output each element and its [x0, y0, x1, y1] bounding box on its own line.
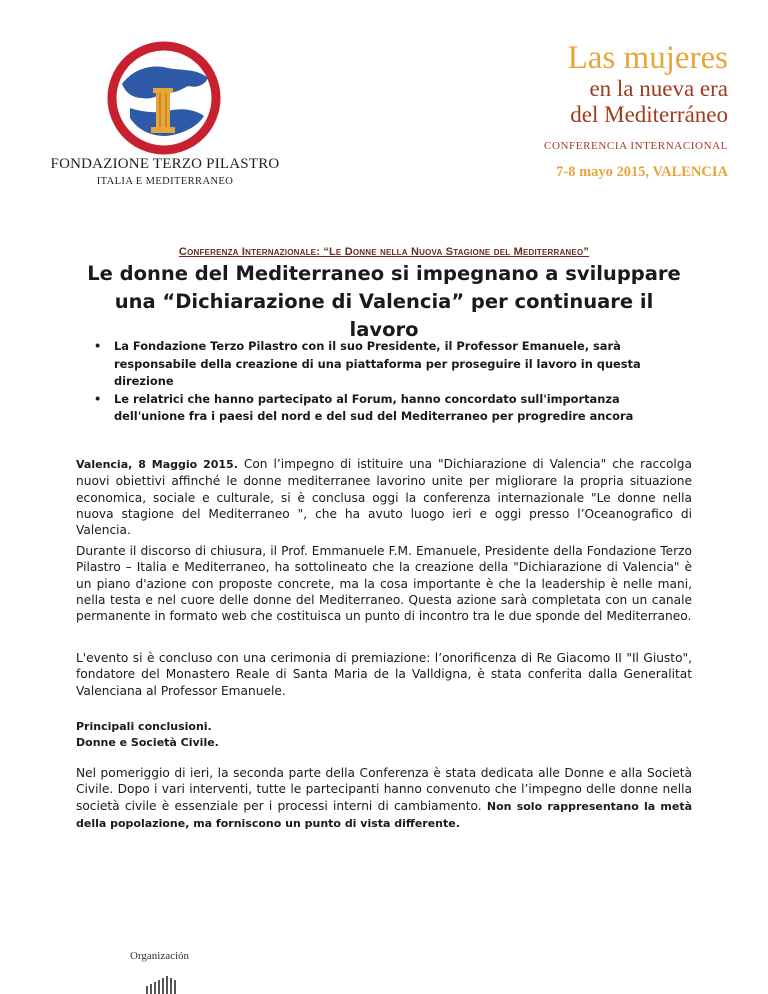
organizer-logo-icon: [146, 976, 186, 994]
event-title-line2: en la nueva era: [589, 76, 728, 101]
event-date: 7-8 mayo 2015, VALENCIA: [556, 164, 728, 180]
paragraph-emphasis: Non solo rappresentano la metà della popolazione, ma forniscono un punto di vista differente.: [76, 799, 692, 830]
list-item: [94, 338, 694, 391]
foundation-subtitle: ITALIA E MEDITERRANEO: [96, 176, 234, 187]
list-item-text: Le relatrici che hanno partecipato al Forum, hanno concordato sull'importanza dell'unione fra i paesi del nord e del sud del Mediterraneo per progredire ancora: [114, 391, 634, 423]
dateline: Valencia, 8 Maggio 2015.: [76, 458, 238, 471]
paragraph-intro: [76, 456, 692, 538]
paragraph-text: Con l’impegno di istituire una "Dichiarazione di Valencia" che raccolga nuovi obiettivi affinché le donne mediterranee lavorino unite per migliorare la propria situazione economica, sociale e culturale, si è conclusa oggi la conferenza internazionale "Le donne nella nuova stagione del Mediterraneo ", che ha avuto luogo ieri e oggi presso l’Oceanografico di Valencia.: [76, 457, 692, 538]
section-heading-line2: Donne e Società Civile.: [76, 736, 219, 749]
paragraph-text: Nel pomeriggio di ieri, la seconda parte della Conferenza è stata dedicata alle Donne e alla Società Civile. Dopo i vari interventi, tutte le partecipanti hanno convenuto che l’impegno delle donne nella società civile è essenziale per i processi interni di cambiamento.: [76, 766, 692, 813]
section-heading: [76, 719, 692, 751]
headline: Le donne del Mediterraneo si impegnano a sviluppare una “Dichiarazione di Valencia” per continuare il lavoro: [87, 262, 681, 341]
bullet-icon: •: [94, 339, 102, 353]
event-title-line3: del Mediterráneo: [570, 102, 728, 127]
mediterranean-emblem-icon: [100, 38, 228, 156]
paragraph-closing-speech: Durante il discorso di chiusura, il Prof. Emmanuele F.M. Emanuele, Presidente della Fondazione Terzo Pilastro – Italia e Mediterraneo, ha sottolineato che la creazione della "Dichiarazione di Valencia" è un piano d'azione con proposte concrete, ma la cosa importante è che la leadership è nelle mani, nella testa e nel cuore delle donne del Mediterraneo. Questa azione sarà completata con un canale permanente in formato web che costituisca un punto di incontro tra le due sponde del Mediterraneo.: [76, 544, 692, 624]
document-subject: Conferenza Internazionale: “Le Donne nella Nuova Stagione del Mediterraneo”: [178, 246, 590, 258]
paragraph-award: L'evento si è concluso con una cerimonia di premiazione: l’onorificenza di Re Giacomo II "Il Giusto", fondatore del Monastero Reale di Santa Maria de la Valldigna, è stata conferita dalla Generalitat Valenciana al Professor Emanuele.: [76, 651, 692, 698]
paragraph-civil-society: [76, 765, 692, 832]
event-logo: [488, 40, 728, 181]
key-points-list: [94, 338, 694, 426]
organization-label: Organización: [130, 950, 190, 962]
event-title-line1: Las mujeres: [567, 40, 728, 76]
event-conference-label: CONFERENCIA INTERNACIONAL: [544, 140, 728, 152]
section-heading-line1: Principali conclusioni.: [76, 720, 212, 733]
list-item: [94, 391, 694, 426]
list-item-text: La Fondazione Terzo Pilastro con il suo Presidente, il Professor Emanuele, sarà responsabile della creazione di una piattaforma per proseguire il lavoro in questa direzione: [114, 339, 641, 388]
bullet-icon: •: [94, 391, 102, 406]
foundation-logo: [40, 38, 290, 188]
foundation-name: FONDAZIONE TERZO PILASTRO: [50, 156, 280, 172]
